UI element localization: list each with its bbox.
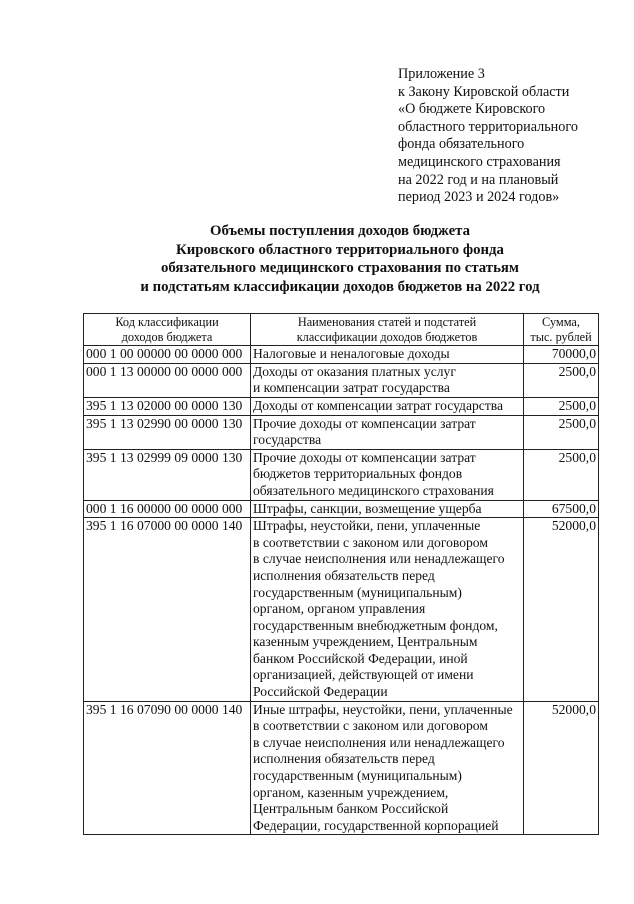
row-name: Налоговые и неналоговые доходы	[251, 346, 524, 364]
row-sum: 52000,0	[524, 518, 599, 702]
title-line: Объемы поступления доходов бюджета	[210, 223, 470, 239]
appendix-line: фонда обязательного	[398, 136, 525, 153]
row-name: Штрафы, неустойки, пени, уплаченные в соответствии с законом или договором в случае неисполнения или ненадлежащего исполнения обязательств перед государственным (муниципальным) органом, органом управления государственным внебюджетным фондом, казенным учреждением, Центральным банком Российской Федерации, иной организацией, действующей от имени Российской Федерации	[251, 518, 524, 702]
row-sum: 52000,0	[524, 701, 599, 835]
appendix-line: областного территориального	[398, 118, 578, 135]
row-sum: 67500,0	[524, 500, 599, 518]
row-sum: 2500,0	[524, 363, 599, 397]
row-name: Штрафы, санкции, возмещение ущерба	[251, 500, 524, 518]
row-sum: 2500,0	[524, 415, 599, 449]
budget-table	[83, 313, 599, 835]
appendix-line: период 2023 и 2024 годов»	[398, 189, 560, 206]
row-code: 395 1 16 07000 00 0000 140	[84, 518, 251, 702]
table-row	[84, 500, 599, 518]
row-code: 000 1 16 00000 00 0000 000	[84, 500, 251, 518]
row-code: 395 1 13 02999 09 0000 130	[84, 449, 251, 500]
row-sum: 2500,0	[524, 449, 599, 500]
row-name: Иные штрафы, неустойки, пени, уплаченные в соответствии с законом или договором в случае неисполнения или ненадлежащего исполнения обязательств перед государственным (муниципальным) органом, казенным учреждением, Центральным банком Российской Федерации, государственной корпорацией	[251, 701, 524, 835]
table-row	[84, 346, 599, 364]
appendix-line: медицинского страхования	[398, 153, 561, 170]
header-sum: Сумма, тыс. рублей	[524, 314, 599, 346]
row-code: 395 1 13 02990 00 0000 130	[84, 415, 251, 449]
appendix-note	[398, 66, 618, 207]
appendix-line: к Закону Кировской области	[398, 83, 570, 100]
row-name: Прочие доходы от компенсации затрат государства	[251, 415, 524, 449]
row-sum: 70000,0	[524, 346, 599, 364]
table-row	[84, 397, 599, 415]
table-row	[84, 518, 599, 702]
table-row	[84, 449, 599, 500]
row-code: 395 1 16 07090 00 0000 140	[84, 701, 251, 835]
title-line: Кировского областного территориального фонда	[176, 241, 504, 258]
row-name: Прочие доходы от компенсации затрат бюджетов территориальных фондов обязательного медицинского страхования	[251, 449, 524, 500]
title-line: обязательного медицинского страхования по статьям	[160, 260, 519, 277]
title-line: и подстатьям классификации доходов бюджетов на 2022 год	[140, 278, 540, 295]
appendix-line: «О бюджете Кировского	[398, 101, 546, 118]
document-title	[80, 222, 600, 296]
table-row	[84, 363, 599, 397]
row-code: 000 1 13 00000 00 0000 000	[84, 363, 251, 397]
table-header-row	[84, 314, 599, 346]
table-row	[84, 415, 599, 449]
row-name: Доходы от компенсации затрат государства	[251, 397, 524, 415]
header-code: Код классификации доходов бюджета	[84, 314, 251, 346]
row-sum: 2500,0	[524, 397, 599, 415]
appendix-line: на 2022 год и на плановый	[398, 171, 559, 188]
row-code: 395 1 13 02000 00 0000 130	[84, 397, 251, 415]
row-code: 000 1 00 00000 00 0000 000	[84, 346, 251, 364]
table-row	[84, 701, 599, 835]
header-name: Наименования статей и подстатей классификации доходов бюджетов	[251, 314, 524, 346]
row-name: Доходы от оказания платных услуг и компенсации затрат государства	[251, 363, 524, 397]
appendix-line: Приложение 3	[398, 66, 485, 82]
